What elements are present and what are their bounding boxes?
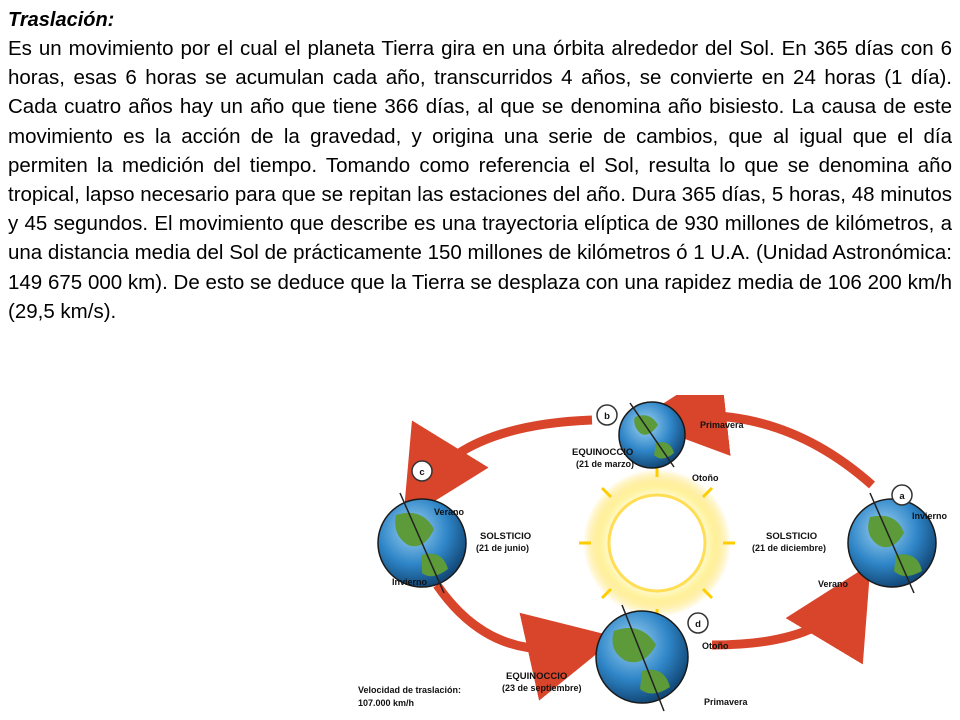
svg-text:a: a	[899, 491, 905, 502]
label-equinox-d-title: EQUINOCCIO	[506, 671, 568, 682]
label-season-d-top: Otoño	[702, 641, 729, 651]
section-heading: Traslación:	[8, 9, 115, 31]
label-season-a-bottom: Verano	[818, 579, 849, 589]
svg-text:b: b	[604, 411, 610, 422]
label-season-a-top: Invierno	[912, 511, 948, 521]
label-season-c-top: Verano	[434, 507, 465, 517]
label-speed-value: 107.000 km/h	[358, 698, 415, 708]
marker-c	[412, 461, 432, 481]
label-equinox-b-date: (21 de marzo)	[576, 459, 635, 469]
marker-d	[688, 613, 708, 633]
orbit-diagram-svg	[352, 395, 960, 720]
svg-text:c: c	[419, 467, 425, 478]
label-equinox-b-title: EQUINOCCIO	[572, 447, 634, 458]
body-paragraph: Es un movimiento por el cual el planeta Tierra gira en una órbita alrededor del Sol. En 365 días con 6 horas, esas 6 horas se acumulan cada año, transcurridos 4 años, se convierte en 24 horas (1 día). Cada cuatro años hay un año que tiene 366 días, al que se denomina año bisiesto. La causa de este movimiento es la acción de la gravedad, y origina una serie de cambios, que al igual que el día permiten la medición del tiempo. Tomando como referencia el Sol, resulta lo que se denomina año tropical, lapso necesario para que se repitan las estaciones del año. Dura 365 días, 5 horas, 48 minutos y 45 segundos. El movimiento que describe es una trayectoria elíptica de 930 millones de kilómetros, a una distancia media del Sol de prácticamente 150 millones de kilómetros ó 1 U.A. (Unidad Astronómica: 149 675 000 km). De esto se deduce que la Tierra se desplaza con una rapidez media de 106 200 km/h (29,5 km/s).	[8, 37, 952, 323]
label-solstice-a-date: (21 de diciembre)	[752, 543, 827, 553]
label-season-b-bottom: Otoño	[692, 473, 719, 483]
orbit-arrow-c-to-d	[437, 585, 582, 649]
label-equinox-d-date: (23 de septiembre)	[502, 683, 582, 693]
earth-orbit-diagram	[352, 395, 960, 720]
svg-text:d: d	[695, 619, 701, 630]
marker-a	[892, 485, 912, 505]
label-season-d-bottom: Primavera	[704, 697, 748, 707]
label-solstice-c-date: (21 de junio)	[476, 543, 530, 553]
label-season-b-top: Primavera	[700, 420, 744, 430]
label-speed-caption: Velocidad de traslación:	[358, 685, 462, 695]
orbit-arrow-b-to-c	[422, 420, 592, 490]
earth-globe-d-icon	[596, 605, 688, 711]
marker-b	[597, 405, 617, 425]
label-solstice-c-title: SOLSTICIO	[480, 531, 532, 542]
label-season-c-bottom: Invierno	[392, 577, 428, 587]
sun-icon	[579, 465, 735, 621]
orbit-arrow-d-to-a	[712, 595, 852, 645]
earth-globe-a-icon	[848, 493, 936, 593]
label-solstice-a-title: SOLSTICIO	[766, 531, 818, 542]
